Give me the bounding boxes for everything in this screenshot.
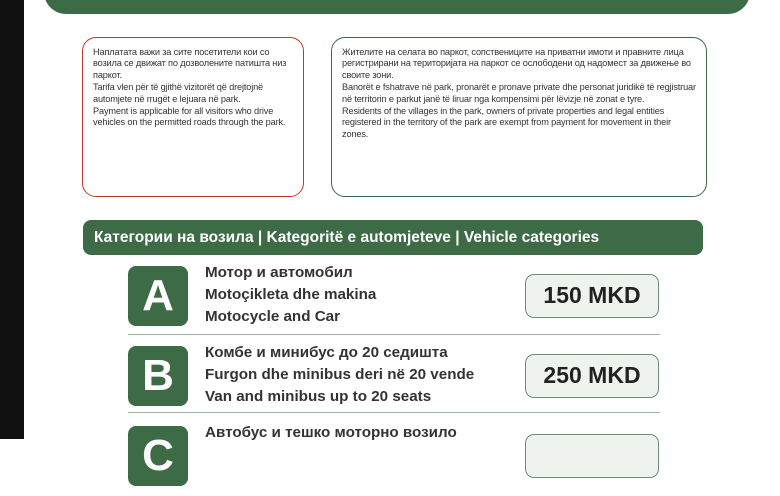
category-description <box>205 342 515 408</box>
top-banner <box>44 0 750 14</box>
category-desc-mk: Автобус и тешко моторно возило <box>205 424 457 441</box>
payment-note <box>82 37 304 197</box>
payment-note-mk: Наплатата важи за сите посетители кои со возила се движат по дозволените патишта низ паркот. <box>93 47 287 80</box>
exemption-note-en: Residents of the villages in the park, owners of private properties and legal entities registered in the territory of the park are exempt from payment for movement in their zones. <box>342 106 671 139</box>
exemption-note-sq: Banorët e fshatrave në park, pronarët e pronave private dhe personat juridikë të regjistruar në territorin e parkut janë të liruar nga kompensimi për lëvizje në zonat e tyre. <box>342 82 696 104</box>
category-desc-mk: Мотор и автомобил <box>205 264 353 281</box>
payment-note-sq: Tarifa vlen për të gjithë vizitorët që drejtojnë automjete në rrugët e lejuara në park. <box>93 82 264 104</box>
category-desc-sq: Motoçikleta dhe makina <box>205 286 377 303</box>
page-left-edge <box>0 0 24 439</box>
vehicle-categories-header: Категории на возила | Kategoritë e automjeteve | Vehicle categories <box>83 220 703 255</box>
category-price <box>525 434 659 478</box>
category-price: 150 MKD <box>525 274 659 318</box>
category-desc-mk: Комбе и минибус до 20 седишта <box>205 344 448 361</box>
category-desc-en: Motocycle and Car <box>205 308 341 325</box>
category-row-a <box>128 258 660 336</box>
category-letter-badge: A <box>128 266 188 326</box>
row-divider <box>128 334 660 335</box>
category-price: 250 MKD <box>525 354 659 398</box>
category-letter-badge: C <box>128 426 188 486</box>
category-description <box>205 422 515 444</box>
category-desc-en: Van and minibus up to 20 seats <box>205 388 432 405</box>
category-desc-sq: Furgon dhe minibus deri në 20 vende <box>205 366 475 383</box>
category-description <box>205 262 515 328</box>
category-row-c <box>128 418 660 496</box>
category-row-b <box>128 338 660 416</box>
category-letter-badge: B <box>128 346 188 406</box>
exemption-note-mk: Жителите на селата во паркот, сопствениците на приватни имоти и правните лица регистрирани на територијата на паркот се ослободени од надомест за движење во своите зони. <box>342 47 691 80</box>
payment-note-en: Payment is applicable for all visitors who drive vehicles on the permitted roads through the park. <box>93 106 286 128</box>
exemption-note <box>331 37 707 197</box>
row-divider <box>128 412 660 413</box>
